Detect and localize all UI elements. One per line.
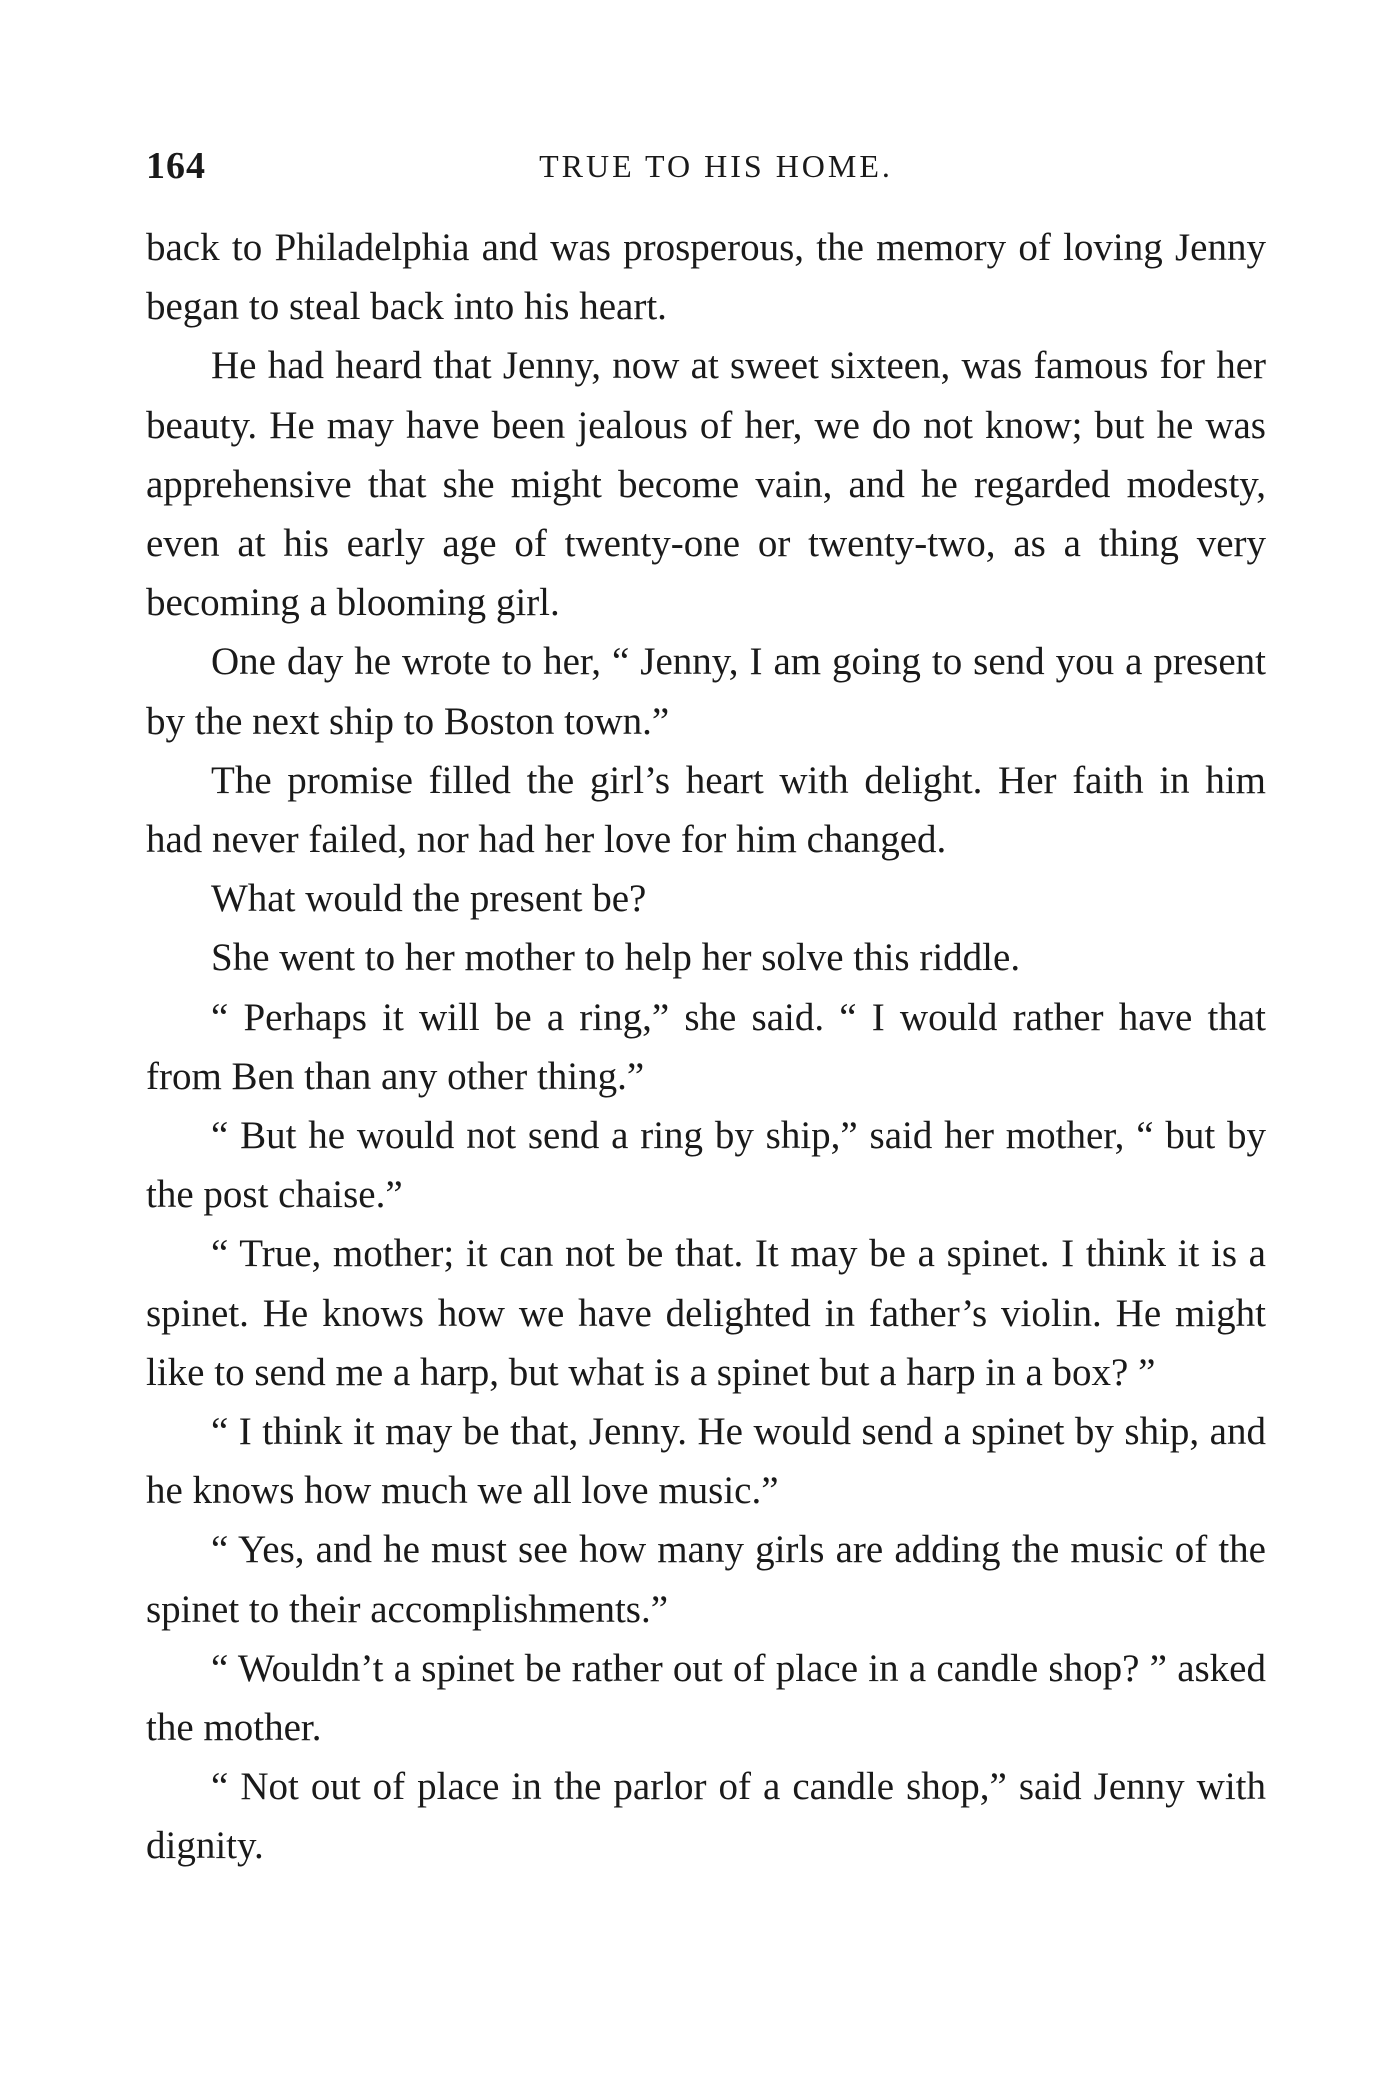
paragraph: “ But he would not send a ring by ship,” said her mother, “ but by the post chaise.” (146, 1114, 1266, 1217)
paragraph: “ I think it may be that, Jenny. He would send a spinet by ship, and he knows how much we all love music.” (146, 1410, 1266, 1513)
paragraph: One day he wrote to her, “ Jenny, I am going to send you a present by the next ship to Boston town.” (146, 640, 1266, 743)
running-head (146, 141, 1266, 191)
paragraph: “ True, mother; it can not be that. It may be a spinet. I think it is a spinet. He knows how we have delighted in father’s violin. He might like to send me a harp, but what is a spinet but a harp in a box? ” (146, 1232, 1266, 1394)
page-number: 164 (146, 145, 206, 187)
paragraph: “ Yes, and he must see how many girls are adding the music of the spinet to their accomplishments.” (146, 1528, 1266, 1631)
paragraph: “ Wouldn’t a spinet be rather out of place in a candle shop? ” asked the mother. (146, 1646, 1266, 1750)
paragraph: She went to her mother to help her solve this riddle. (211, 936, 1021, 980)
paragraph-continued: back to Philadelphia and was prosperous, the memory of loving Jenny began to steal back into his heart. (146, 226, 1266, 329)
paragraph: The promise filled the girl’s heart with delight. Her faith in him had never failed, nor had her love for him changed. (146, 758, 1266, 862)
paragraph: He had heard that Jenny, now at sweet sixteen, was famous for her beauty. He may have been jealous of her, we do not know; but he was apprehensive that she might become vain, and he regarded modesty, even at his early age of twenty-one or twenty-two, as a thing very becoming a blooming girl. (146, 344, 1266, 625)
paragraph: What would the present be? (211, 877, 647, 921)
running-title: TRUE TO HIS HOME. (539, 148, 893, 184)
paragraph: “ Perhaps it will be a ring,” she said. “ I would rather have that from Ben than any other thing.” (146, 995, 1266, 1098)
paragraph: “ Not out of place in the parlor of a candle shop,” said Jenny with dignity. (146, 1765, 1266, 1868)
body-text (146, 218, 1266, 1876)
